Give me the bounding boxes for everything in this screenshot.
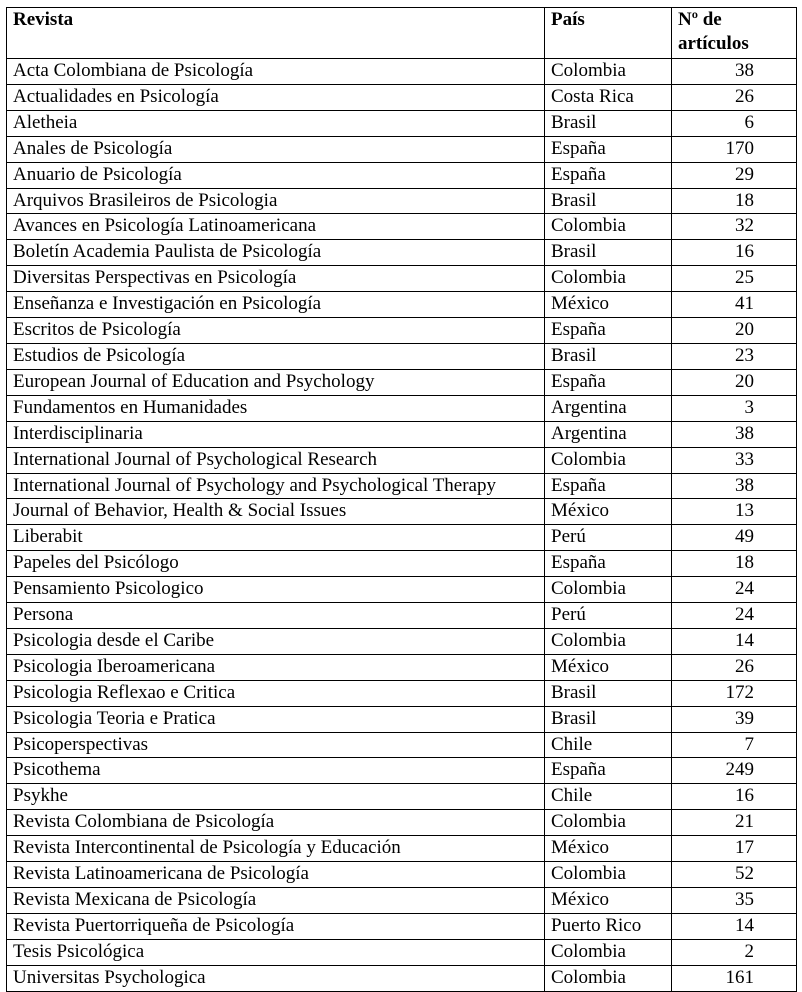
table-row xyxy=(7,447,797,473)
cell-articulos: 16 xyxy=(672,784,797,810)
cell-articulos: 20 xyxy=(672,318,797,344)
cell-revista: Psicologia desde el Caribe xyxy=(7,628,545,654)
cell-articulos: 7 xyxy=(672,732,797,758)
cell-revista: Acta Colombiana de Psicología xyxy=(7,59,545,85)
cell-pais: Brasil xyxy=(545,188,672,214)
table-row xyxy=(7,836,797,862)
cell-pais: España xyxy=(545,473,672,499)
cell-articulos: 249 xyxy=(672,758,797,784)
cell-articulos: 39 xyxy=(672,706,797,732)
cell-pais: Brasil xyxy=(545,706,672,732)
cell-articulos: 33 xyxy=(672,447,797,473)
cell-revista: Interdisciplinaria xyxy=(7,421,545,447)
cell-articulos: 170 xyxy=(672,136,797,162)
cell-pais: México xyxy=(545,888,672,914)
cell-revista: Journal of Behavior, Health & Social Issues xyxy=(7,499,545,525)
cell-revista: Avances en Psicología Latinoamericana xyxy=(7,214,545,240)
cell-revista: Psykhe xyxy=(7,784,545,810)
table-row xyxy=(7,603,797,629)
table-row xyxy=(7,810,797,836)
table-header-row xyxy=(7,8,797,59)
cell-pais: Colombia xyxy=(545,447,672,473)
cell-revista: Boletín Academia Paulista de Psicología xyxy=(7,240,545,266)
cell-revista: Diversitas Perspectivas en Psicología xyxy=(7,266,545,292)
cell-pais: Colombia xyxy=(545,965,672,991)
cell-pais: España xyxy=(545,136,672,162)
cell-revista: Psicologia Teoria e Pratica xyxy=(7,706,545,732)
cell-pais: Brasil xyxy=(545,240,672,266)
cell-revista: Pensamiento Psicologico xyxy=(7,577,545,603)
header-revista: Revista xyxy=(7,8,545,59)
cell-pais: Colombia xyxy=(545,628,672,654)
cell-revista: Persona xyxy=(7,603,545,629)
table-row xyxy=(7,758,797,784)
cell-revista: Papeles del Psicólogo xyxy=(7,551,545,577)
cell-articulos: 17 xyxy=(672,836,797,862)
cell-pais: Puerto Rico xyxy=(545,913,672,939)
cell-articulos: 41 xyxy=(672,292,797,318)
cell-pais: España xyxy=(545,551,672,577)
cell-articulos: 29 xyxy=(672,162,797,188)
cell-pais: Perú xyxy=(545,525,672,551)
cell-revista: Estudios de Psicología xyxy=(7,343,545,369)
cell-articulos: 14 xyxy=(672,628,797,654)
table-row xyxy=(7,136,797,162)
cell-pais: Colombia xyxy=(545,59,672,85)
table-row xyxy=(7,732,797,758)
cell-articulos: 35 xyxy=(672,888,797,914)
cell-articulos: 6 xyxy=(672,110,797,136)
cell-pais: México xyxy=(545,654,672,680)
cell-pais: Colombia xyxy=(545,577,672,603)
table-row xyxy=(7,318,797,344)
cell-pais: México xyxy=(545,836,672,862)
cell-pais: México xyxy=(545,292,672,318)
table-row xyxy=(7,628,797,654)
cell-articulos: 38 xyxy=(672,473,797,499)
cell-articulos: 24 xyxy=(672,577,797,603)
table-row xyxy=(7,292,797,318)
cell-pais: España xyxy=(545,369,672,395)
cell-pais: Costa Rica xyxy=(545,84,672,110)
cell-revista: Psicologia Iberoamericana xyxy=(7,654,545,680)
cell-revista: Liberabit xyxy=(7,525,545,551)
cell-revista: International Journal of Psychology and Psychological Therapy xyxy=(7,473,545,499)
table-row xyxy=(7,551,797,577)
cell-revista: Arquivos Brasileiros de Psicologia xyxy=(7,188,545,214)
cell-pais: España xyxy=(545,162,672,188)
cell-revista: Psicoperspectivas xyxy=(7,732,545,758)
cell-pais: Brasil xyxy=(545,680,672,706)
table-row xyxy=(7,680,797,706)
header-articulos: Nº de artículos xyxy=(672,8,797,59)
cell-articulos: 52 xyxy=(672,862,797,888)
cell-pais: Chile xyxy=(545,784,672,810)
cell-pais: Argentina xyxy=(545,421,672,447)
cell-articulos: 18 xyxy=(672,551,797,577)
cell-revista: Actualidades en Psicología xyxy=(7,84,545,110)
table-row xyxy=(7,395,797,421)
cell-pais: Colombia xyxy=(545,214,672,240)
table-row xyxy=(7,706,797,732)
table-row xyxy=(7,162,797,188)
cell-revista: Anuario de Psicología xyxy=(7,162,545,188)
cell-articulos: 38 xyxy=(672,59,797,85)
table-row xyxy=(7,110,797,136)
cell-articulos: 32 xyxy=(672,214,797,240)
cell-articulos: 16 xyxy=(672,240,797,266)
cell-revista: Psicologia Reflexao e Critica xyxy=(7,680,545,706)
cell-articulos: 3 xyxy=(672,395,797,421)
cell-articulos: 172 xyxy=(672,680,797,706)
table-row xyxy=(7,343,797,369)
cell-pais: México xyxy=(545,499,672,525)
cell-pais: Brasil xyxy=(545,343,672,369)
table-row xyxy=(7,59,797,85)
cell-revista: Revista Intercontinental de Psicología y Educación xyxy=(7,836,545,862)
table-row xyxy=(7,525,797,551)
table-row xyxy=(7,473,797,499)
cell-revista: Escritos de Psicología xyxy=(7,318,545,344)
table-row xyxy=(7,888,797,914)
cell-articulos: 161 xyxy=(672,965,797,991)
cell-articulos: 14 xyxy=(672,913,797,939)
header-pais: País xyxy=(545,8,672,59)
cell-revista: Anales de Psicología xyxy=(7,136,545,162)
table-row xyxy=(7,421,797,447)
cell-pais: Colombia xyxy=(545,939,672,965)
cell-pais: España xyxy=(545,318,672,344)
table-row xyxy=(7,913,797,939)
cell-revista: Aletheia xyxy=(7,110,545,136)
cell-revista: Revista Puertorriqueña de Psicología xyxy=(7,913,545,939)
table-row xyxy=(7,654,797,680)
table-row xyxy=(7,499,797,525)
table-row xyxy=(7,577,797,603)
cell-revista: Psicothema xyxy=(7,758,545,784)
table-row xyxy=(7,240,797,266)
cell-revista: Fundamentos en Humanidades xyxy=(7,395,545,421)
cell-revista: European Journal of Education and Psychology xyxy=(7,369,545,395)
cell-revista: Tesis Psicológica xyxy=(7,939,545,965)
cell-pais: Argentina xyxy=(545,395,672,421)
cell-articulos: 23 xyxy=(672,343,797,369)
cell-revista: Enseñanza e Investigación en Psicología xyxy=(7,292,545,318)
cell-pais: Colombia xyxy=(545,862,672,888)
cell-pais: España xyxy=(545,758,672,784)
cell-revista: Revista Colombiana de Psicología xyxy=(7,810,545,836)
table-row xyxy=(7,188,797,214)
table-row xyxy=(7,84,797,110)
cell-revista: Revista Mexicana de Psicología xyxy=(7,888,545,914)
cell-articulos: 26 xyxy=(672,84,797,110)
journals-table xyxy=(6,7,797,992)
table-row xyxy=(7,862,797,888)
cell-articulos: 2 xyxy=(672,939,797,965)
cell-articulos: 49 xyxy=(672,525,797,551)
journals-table-container xyxy=(6,7,797,992)
cell-pais: Brasil xyxy=(545,110,672,136)
cell-articulos: 20 xyxy=(672,369,797,395)
cell-articulos: 25 xyxy=(672,266,797,292)
cell-pais: Chile xyxy=(545,732,672,758)
cell-articulos: 26 xyxy=(672,654,797,680)
cell-pais: Colombia xyxy=(545,266,672,292)
table-row xyxy=(7,965,797,991)
table-row xyxy=(7,266,797,292)
cell-articulos: 38 xyxy=(672,421,797,447)
cell-articulos: 18 xyxy=(672,188,797,214)
cell-revista: Revista Latinoamericana de Psicología xyxy=(7,862,545,888)
table-row xyxy=(7,939,797,965)
cell-pais: Perú xyxy=(545,603,672,629)
table-row xyxy=(7,369,797,395)
table-row xyxy=(7,784,797,810)
cell-articulos: 24 xyxy=(672,603,797,629)
table-row xyxy=(7,214,797,240)
cell-revista: International Journal of Psychological Research xyxy=(7,447,545,473)
cell-articulos: 13 xyxy=(672,499,797,525)
cell-revista: Universitas Psychologica xyxy=(7,965,545,991)
cell-articulos: 21 xyxy=(672,810,797,836)
table-body xyxy=(7,59,797,992)
cell-pais: Colombia xyxy=(545,810,672,836)
